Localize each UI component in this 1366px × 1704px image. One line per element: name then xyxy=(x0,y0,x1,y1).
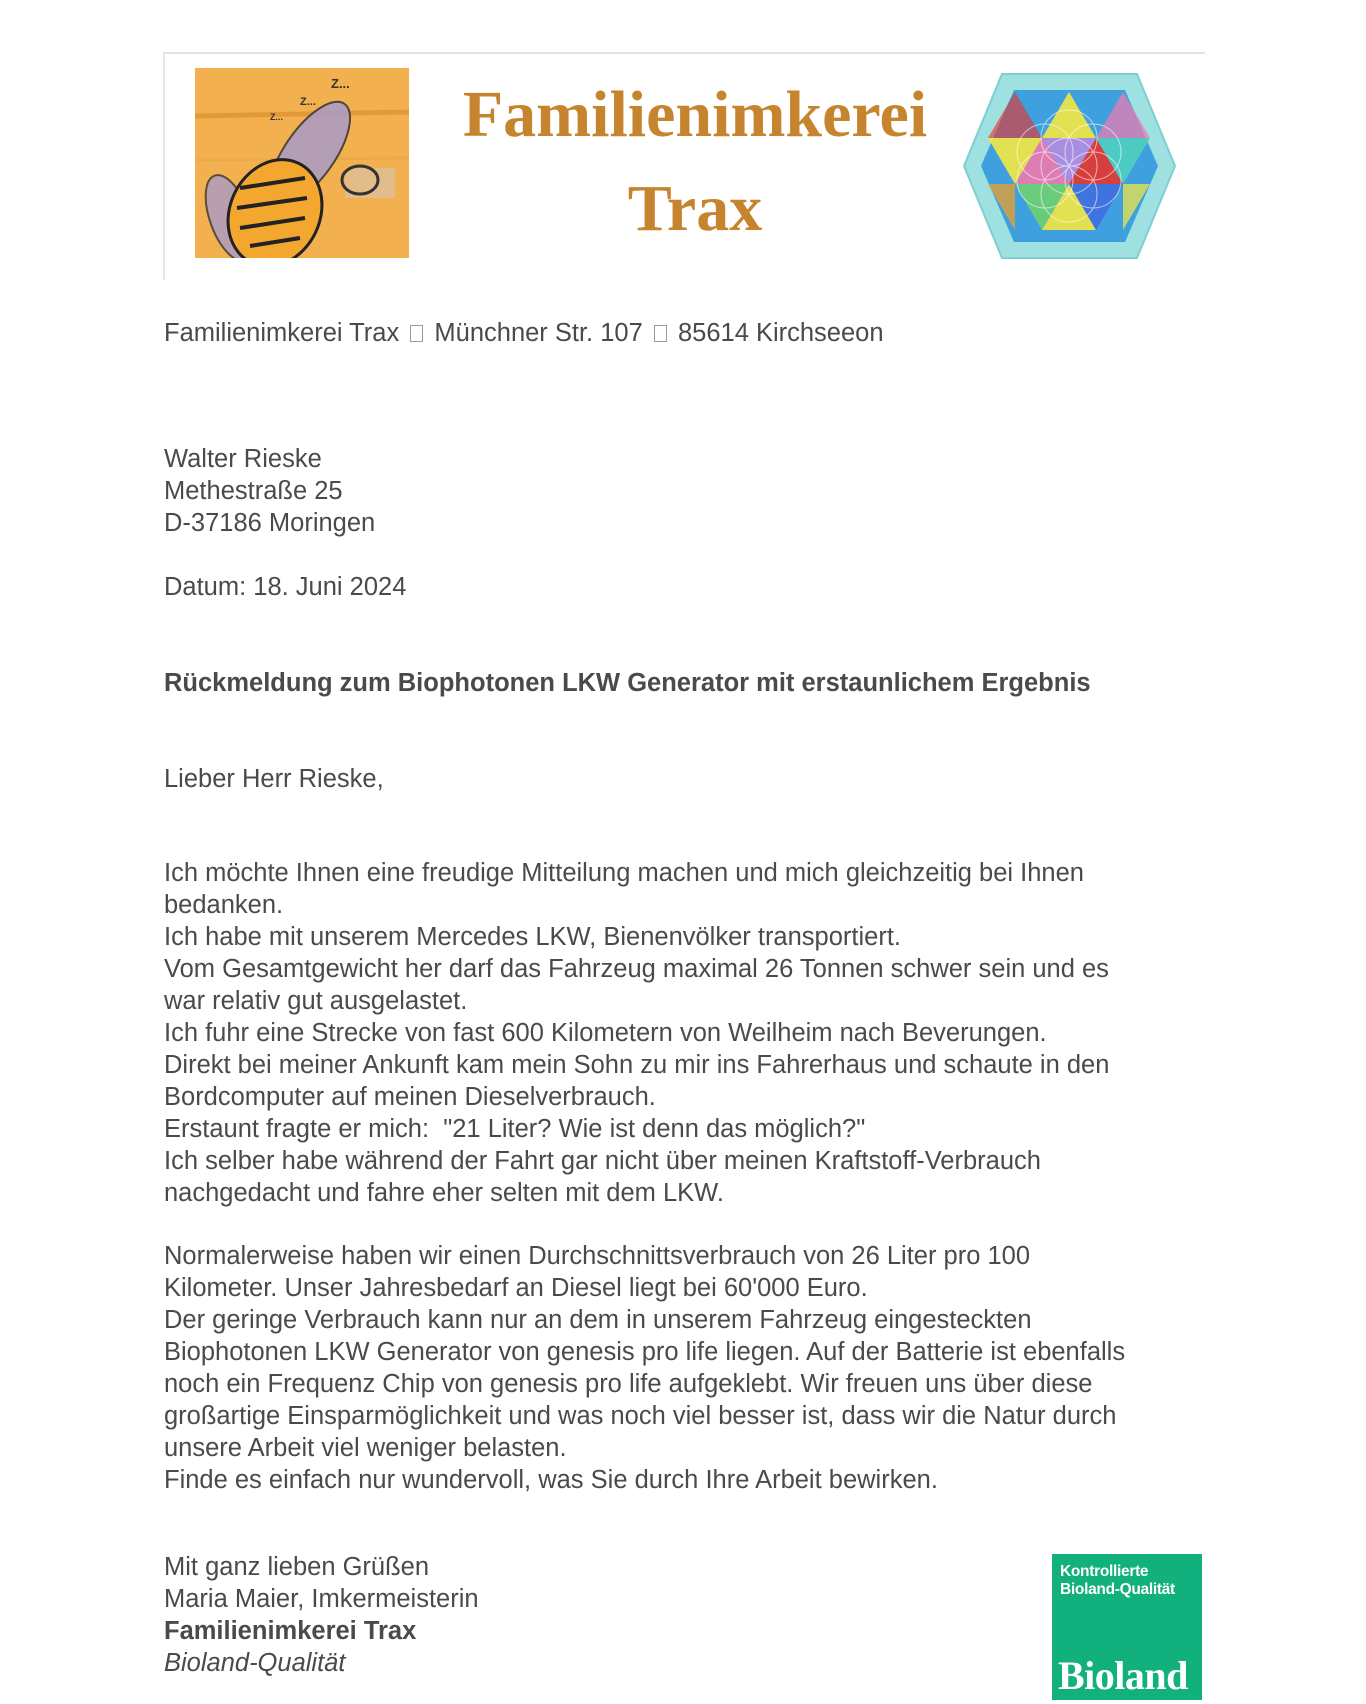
body-line: Bordcomputer auf meinen Dieselverbrauch. xyxy=(164,1083,656,1111)
svg-text:Z...: Z... xyxy=(300,96,316,108)
body-line: bedanken. xyxy=(164,891,284,919)
body-line: nachgedacht und fahre eher selten mit dem LKW. xyxy=(164,1179,724,1207)
body-line: Kilometer. Unser Jahresbedarf an Diesel liegt bei 60'000 Euro. xyxy=(164,1274,868,1302)
bioland-caption-line2: Bioland-Qualität xyxy=(1060,1581,1175,1598)
body-line: Finde es einfach nur wundervoll, was Sie durch Ihre Arbeit bewirken. xyxy=(164,1466,938,1494)
svg-text:Z...: Z... xyxy=(270,112,283,122)
body-line: Biophotonen LKW Generator von genesis pro life liegen. Auf der Batterie ist ebenfalls xyxy=(164,1338,1126,1366)
body-line: Der geringe Verbrauch kann nur an dem in unserem Fahrzeug eingesteckten xyxy=(164,1306,1032,1334)
brand-title-line2: Trax xyxy=(627,172,763,245)
body-line: Vom Gesamtgewicht her darf das Fahrzeug maximal 26 Tonnen schwer sein und es xyxy=(164,955,1109,983)
body-line: Normalerweise haben wir einen Durchschnittsverbrauch von 26 Liter pro 100 xyxy=(164,1242,1031,1270)
body-line: noch ein Frequenz Chip von genesis pro life aufgeklebt. Wir freuen uns über diese xyxy=(164,1370,1093,1398)
body-line: Ich fuhr eine Strecke von fast 600 Kilometern von Weilheim nach Beverungen. xyxy=(164,1019,1047,1047)
recipient-address xyxy=(164,443,375,539)
recipient-city: D-37186 Moringen xyxy=(164,509,376,537)
sender-street: Münchner Str. 107 xyxy=(434,319,643,347)
body-line: Direkt bei meiner Ankunft kam mein Sohn zu mir ins Fahrerhaus und schaute in den xyxy=(164,1051,1110,1079)
sender-name: Familienimkerei Trax xyxy=(164,319,400,347)
salutation: Lieber Herr Rieske, xyxy=(164,765,384,793)
recipient-name: Walter Rieske xyxy=(164,445,322,473)
bioland-logo-text: Bioland xyxy=(1058,1653,1188,1698)
body-line: Ich möchte Ihnen eine freudige Mitteilung machen und mich gleichzeitig bei Ihnen xyxy=(164,859,1084,887)
missing-glyph-icon xyxy=(410,325,423,342)
letter-subject: Rückmeldung zum Biophotonen LKW Generator mit erstaunlichem Ergebnis xyxy=(164,669,1091,697)
quality-label: Bioland-Qualität xyxy=(164,1649,346,1677)
missing-glyph-icon xyxy=(654,325,667,342)
bioland-caption-line1: Kontrollierte xyxy=(1060,1563,1149,1580)
brand-title-line1: Familienimkerei xyxy=(462,78,928,151)
closing-block xyxy=(164,1551,479,1679)
bee-icon xyxy=(195,68,409,258)
svg-text:Z...: Z... xyxy=(331,76,350,91)
bioland-badge-caption xyxy=(1060,1563,1175,1599)
signer-name: Maria Maier, Imkermeisterin xyxy=(164,1585,479,1613)
body-line: Ich habe mit unserem Mercedes LKW, Bienenvölker transportiert. xyxy=(164,923,901,951)
closing-greeting: Mit ganz lieben Grüßen xyxy=(164,1553,430,1581)
body-line: unsere Arbeit viel weniger belasten. xyxy=(164,1434,567,1462)
bioland-badge xyxy=(1052,1554,1202,1700)
body-line: Erstaunt fragte er mich: "21 Liter? Wie ist denn das möglich?" xyxy=(164,1115,866,1143)
sender-city: 85614 Kirchseeon xyxy=(677,319,884,347)
body-line: Ich selber habe während der Fahrt gar nicht über meinen Kraftstoff-Verbrauch xyxy=(164,1147,1041,1175)
signer-company: Familienimkerei Trax xyxy=(164,1617,417,1645)
flower-of-life-icon xyxy=(962,72,1177,260)
body-paragraph-1 xyxy=(164,857,1109,1209)
recipient-street: Methestraße 25 xyxy=(164,477,343,505)
letter-date: Datum: 18. Juni 2024 xyxy=(164,573,407,601)
body-line: war relativ gut ausgelastet. xyxy=(164,987,468,1015)
body-line: großartige Einsparmöglichkeit und was noch viel besser ist, dass wir die Natur durch xyxy=(164,1402,1117,1430)
body-paragraph-2 xyxy=(164,1240,1125,1496)
sender-address-line xyxy=(164,318,884,348)
sleeping-bee-image xyxy=(195,68,409,258)
